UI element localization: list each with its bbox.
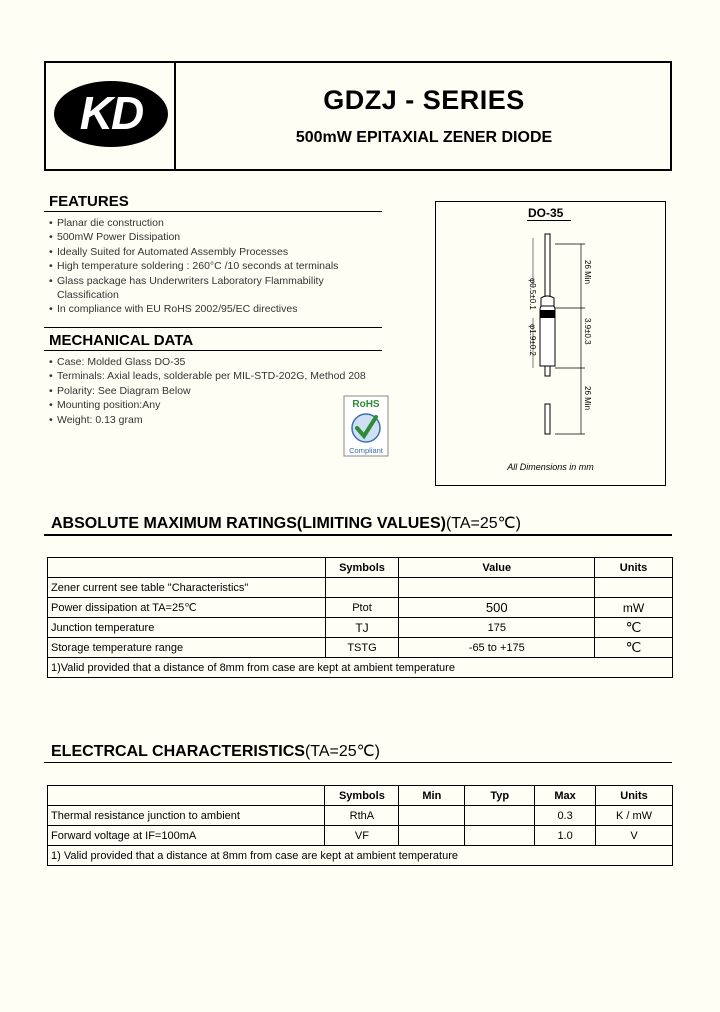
page-subtitle: 500mW EPITAXIAL ZENER DIODE: [295, 129, 553, 146]
table-cell: TSTG: [325, 638, 399, 658]
table-row: [48, 618, 673, 638]
list-item: • In compliance with EU RoHS 2002/95/EC directives: [49, 302, 349, 316]
table-cell: [595, 578, 673, 598]
features-list: [49, 216, 349, 317]
table-header-cell: Units: [595, 558, 673, 578]
table-cell: [465, 826, 535, 846]
table-cell: [399, 578, 595, 598]
list-item: • Ideally Suited for Automated Assembly Processes: [49, 245, 349, 259]
table-header-cell: Max: [535, 786, 596, 806]
list-item: • Planar die construction: [49, 216, 349, 230]
list-item: • Terminals: Axial leads, solderable per MIL-STD-202G, Method 208: [49, 369, 379, 383]
table-cell: VF: [325, 826, 399, 846]
table-header-cell: Min: [399, 786, 465, 806]
elec-heading: [51, 741, 380, 761]
elec-table: [47, 785, 673, 866]
table-cell: Ptot: [325, 598, 399, 618]
table-header-cell: Typ: [465, 786, 535, 806]
rohs-compliant-icon: [343, 395, 389, 457]
elec-heading-condition: (TA=25℃): [304, 743, 380, 760]
table-cell: Zener current see table "Characteristics": [48, 578, 326, 598]
dim-lead-diameter: φ0.5±0.1: [528, 278, 537, 310]
table-header-row: [48, 786, 673, 806]
table-note: 1) Valid provided that a distance at 8mm from case are kept at ambient temperature: [48, 846, 673, 866]
features-heading: FEATURES: [49, 193, 129, 210]
table-row: [48, 578, 673, 598]
dim-body-diameter: φ1.9±0.2: [528, 324, 537, 356]
package-footnote: All Dimensions in mm: [507, 462, 594, 472]
table-cell: K / mW: [596, 806, 673, 826]
table-cell: -65 to +175: [399, 638, 595, 658]
table-cell: Storage temperature range: [48, 638, 326, 658]
table-cell: 0.3: [535, 806, 596, 826]
logo-text: KD: [79, 87, 143, 139]
table-cell: 500: [399, 598, 595, 618]
list-item: • Glass package has Underwriters Laboratory Flammability Classification: [49, 274, 327, 303]
page-title: GDZJ - SERIES: [323, 85, 525, 115]
table-cell: TJ: [325, 618, 399, 638]
mechanical-heading: MECHANICAL DATA: [49, 332, 194, 349]
table-header-cell: Symbols: [325, 786, 399, 806]
dim-lead-length-bottom: 26 Min: [583, 386, 592, 411]
rohs-compliant-label: Compliant: [349, 446, 383, 455]
package-title: DO-35: [528, 206, 564, 220]
table-row: [48, 826, 673, 846]
table-cell: mW: [595, 598, 673, 618]
list-item: • Case: Molded Glass DO-35: [49, 355, 379, 369]
table-cell: 1.0: [535, 826, 596, 846]
abs-max-heading-condition: (TA=25℃): [445, 515, 521, 532]
header-divider: [174, 61, 176, 171]
table-cell: Junction temperature: [48, 618, 326, 638]
table-cell: [399, 826, 465, 846]
do35-outline-drawing: [505, 228, 605, 442]
table-note: 1)Valid provided that a distance of 8mm from case are kept at ambient temperature: [48, 658, 673, 678]
abs-max-rule: [44, 534, 672, 536]
table-cell: Thermal resistance junction to ambient: [48, 806, 325, 826]
table-cell: ℃: [595, 638, 673, 658]
elec-heading-text: ELECTRCAL CHARACTERISTICS: [51, 743, 305, 760]
mechanical-rule: [44, 350, 382, 351]
table-header-cell: Symbols: [325, 558, 399, 578]
table-cell: Forward voltage at IF=100mA: [48, 826, 325, 846]
table-row: [48, 806, 673, 826]
table-header-row: [48, 558, 673, 578]
list-item: • 500mW Power Dissipation: [49, 230, 349, 244]
table-cell: [399, 806, 465, 826]
list-item: • Weight: 0.13 gram: [49, 413, 379, 427]
table-header-cell: [48, 558, 326, 578]
table-cell: V: [596, 826, 673, 846]
table-header-cell: Value: [399, 558, 595, 578]
list-item: • High temperature soldering : 260°C /10 seconds at terminals: [49, 259, 349, 273]
table-note-row: [48, 846, 673, 866]
dim-lead-length-top: 26 Min: [583, 260, 592, 285]
package-title-underline: [527, 220, 571, 221]
table-cell: Power dissipation at TA=25℃: [48, 598, 326, 618]
dim-body-length: 3.9±0.3: [583, 318, 592, 345]
table-cell: 175: [399, 618, 595, 638]
table-cell: RthA: [325, 806, 399, 826]
kd-logo: [52, 79, 170, 149]
table-cell: [325, 578, 399, 598]
table-header-cell: Units: [596, 786, 673, 806]
list-item: • Mounting position:Any: [49, 398, 379, 412]
elec-rule: [44, 762, 672, 763]
table-note-row: [48, 658, 673, 678]
table-row: [48, 638, 673, 658]
mechanical-list: [49, 355, 379, 427]
list-item: • Polarity: See Diagram Below: [49, 384, 379, 398]
features-rule: [44, 211, 382, 212]
abs-max-table: [47, 557, 673, 678]
table-header-cell: [48, 786, 325, 806]
table-cell: [465, 806, 535, 826]
abs-max-heading: [51, 513, 521, 533]
rohs-label: RoHS: [352, 399, 380, 410]
table-cell: ℃: [595, 618, 673, 638]
abs-max-heading-text: ABSOLUTE MAXIMUM RATINGS(LIMITING VALUES): [51, 515, 446, 532]
table-row: [48, 598, 673, 618]
mechanical-rule-top: [44, 327, 382, 328]
